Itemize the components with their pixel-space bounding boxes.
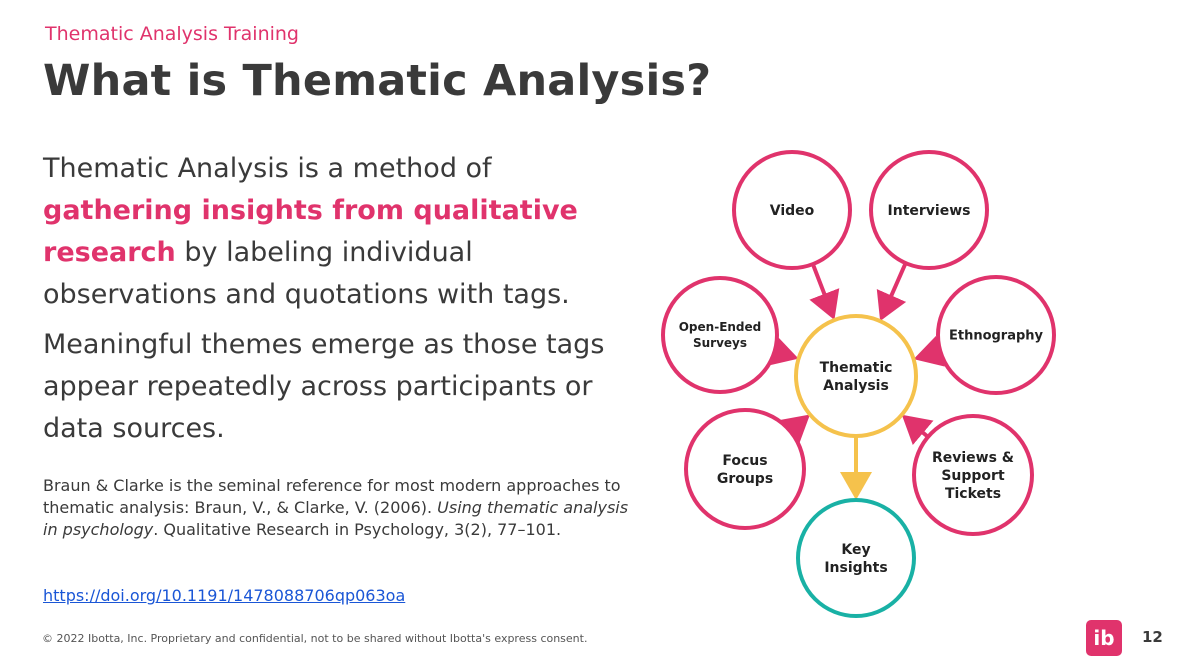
ref-italic-title: Using thematic analysis in psychology <box>43 498 629 539</box>
footer-disclaimer: © 2022 Ibotta, Inc. Proprietary and confidential, not to be shared without Ibotta's express consent. <box>42 632 588 645</box>
output-node-label-line-1: Key <box>841 541 871 558</box>
source-node-open-ended-surveys <box>663 278 777 392</box>
source-node-interviews-label-line-1: Interviews <box>887 202 971 219</box>
arrow-video-to-center <box>813 264 833 316</box>
output-node-key-insights <box>798 500 914 616</box>
lead1-highlight: gathering insights from qualitative research <box>43 195 578 268</box>
arrow-reviews-support-tickets-to-center <box>905 417 928 437</box>
source-node-video-label-line-1: Video <box>769 202 815 219</box>
doi-link[interactable]: https://doi.org/10.1191/1478088706qp063oa <box>43 586 406 605</box>
lead1-pre: Thematic Analysis is a method of <box>43 153 492 184</box>
source-node-reviews-support-tickets-label-line-3: Tickets <box>944 485 1002 502</box>
diagram-nodes <box>663 152 1054 616</box>
source-node-focus-groups <box>686 410 804 528</box>
arrow-interviews-to-center <box>882 263 906 317</box>
source-node-ethnography-label-line-1: Ethnography <box>948 328 1044 344</box>
source-node-focus-groups-label-line-2: Groups <box>716 470 774 487</box>
lead1-post: by labeling individual observations and quotations with tags. <box>43 237 570 310</box>
arrow-ethnography-to-center <box>917 351 940 358</box>
ref-pre: Braun & Clarke is the seminal reference for most modern approaches to thematic analysis: Braun, V., & Clarke, V. (2006). <box>43 476 621 517</box>
slide-kicker: Thematic Analysis Training <box>45 23 299 45</box>
center-node-label-line-1: Thematic <box>819 359 893 376</box>
ref-post: . Qualitative Research in Psychology, 3(2), 77–101. <box>153 520 562 539</box>
slide-title: What is Thematic Analysis? <box>43 56 712 106</box>
source-node-open-ended-surveys-label-line-2: Surveys <box>692 336 748 351</box>
ibotta-logo-icon: ib <box>1086 620 1122 656</box>
source-node-reviews-support-tickets-label-line-1: Reviews & <box>931 449 1015 466</box>
page-number: 12 <box>1142 628 1163 646</box>
arrow-focus-groups-to-center <box>790 417 807 431</box>
lead-paragraph-2: Meaningful themes emerge as those tags appear repeatedly across participants or data sources. <box>43 329 605 444</box>
output-node-label-line-2: Insights <box>824 559 888 576</box>
source-node-reviews-support-tickets-label-line-2: Support <box>941 467 1005 484</box>
source-node-focus-groups-label-line-1: Focus <box>722 452 768 469</box>
center-node-label-line-2: Analysis <box>823 377 889 394</box>
source-node-open-ended-surveys-label-line-1: Open-Ended <box>678 320 762 335</box>
center-node-thematic-analysis <box>796 316 916 436</box>
arrow-open-ended-surveys-to-center <box>775 351 795 357</box>
